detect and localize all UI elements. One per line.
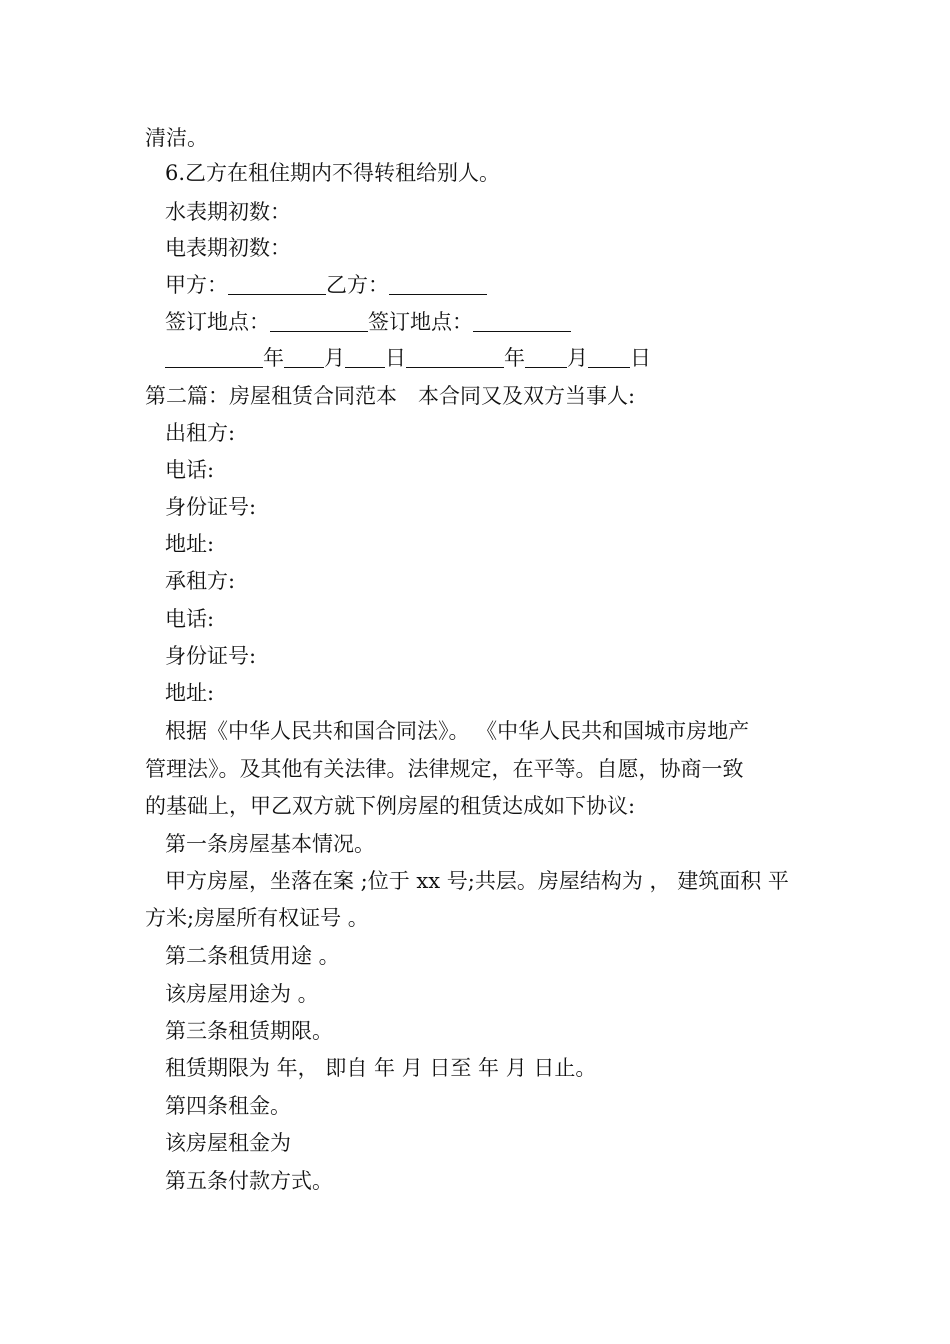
article-5-heading: 第五条付款方式。 xyxy=(165,1169,333,1193)
text-line: 清洁。 xyxy=(145,126,208,150)
party-b-blank xyxy=(389,274,487,295)
day-blank xyxy=(588,347,630,368)
lessor-id-label: 身份证号: xyxy=(165,495,257,519)
lessor-label: 出租方: xyxy=(165,421,236,445)
year-blank xyxy=(406,347,504,368)
month-label: 月 xyxy=(567,346,588,370)
paragraph-line: 方米;房屋所有权证号 。 xyxy=(145,906,369,930)
lessor-phone-label: 电话: xyxy=(165,458,215,482)
date-line xyxy=(165,343,651,373)
year-label: 年 xyxy=(504,346,525,370)
paragraph-line: 的基础上，甲乙双方就下例房屋的租赁达成如下协议: xyxy=(145,794,636,818)
place-b-label: 签订地点： xyxy=(368,310,473,334)
month-blank xyxy=(525,347,567,368)
party-b-label: 乙方： xyxy=(326,273,389,297)
party-a-blank xyxy=(228,274,326,295)
lessee-label: 承租方: xyxy=(165,569,236,593)
day-label: 日 xyxy=(630,346,651,370)
water-meter-line: 水表期初数： xyxy=(165,200,291,224)
lessor-address-label: 地址: xyxy=(165,532,215,556)
section-heading: 第二篇：房屋租赁合同范本 本合同又及双方当事人: xyxy=(145,384,636,408)
lessee-phone-label: 电话: xyxy=(165,607,215,631)
day-blank xyxy=(345,347,385,368)
month-blank xyxy=(284,347,324,368)
lessee-address-label: 地址: xyxy=(165,681,215,705)
clause-6: 6.乙方在租住期内不得转租给别人。 xyxy=(165,161,501,185)
year-blank xyxy=(165,347,263,368)
article-2-heading: 第二条租赁用途 。 xyxy=(165,944,340,968)
article-4-heading: 第四条租金。 xyxy=(165,1094,291,1118)
lessee-id-label: 身份证号: xyxy=(165,644,257,668)
article-1-heading: 第一条房屋基本情况。 xyxy=(165,832,375,856)
place-a-blank xyxy=(270,311,368,332)
party-a-label: 甲方： xyxy=(165,273,228,297)
article-3-heading: 第三条租赁期限。 xyxy=(165,1019,333,1043)
paragraph-line: 甲方房屋，坐落在案 ;位于 xx 号;共层。房屋结构为 ， 建筑面积 平 xyxy=(165,869,789,893)
place-a-label: 签订地点： xyxy=(165,310,270,334)
month-label: 月 xyxy=(324,346,345,370)
signature-party-line xyxy=(165,270,487,300)
paragraph-line: 租赁期限为 年， 即自 年 月 日至 年 月 日止。 xyxy=(165,1056,597,1080)
paragraph-line: 该房屋用途为 。 xyxy=(165,982,319,1006)
place-b-blank xyxy=(473,311,571,332)
signature-place-line xyxy=(165,307,571,337)
paragraph-line: 管理法》。及其他有关法律。法律规定，在平等。自愿，协商一致 xyxy=(145,757,744,781)
paragraph-line: 根据《中华人民共和国合同法》。 《中华人民共和国城市房地产 xyxy=(165,719,750,743)
day-label: 日 xyxy=(385,346,406,370)
electric-meter-line: 电表期初数： xyxy=(165,236,291,260)
year-label: 年 xyxy=(263,346,284,370)
paragraph-line: 该房屋租金为 xyxy=(165,1131,291,1155)
